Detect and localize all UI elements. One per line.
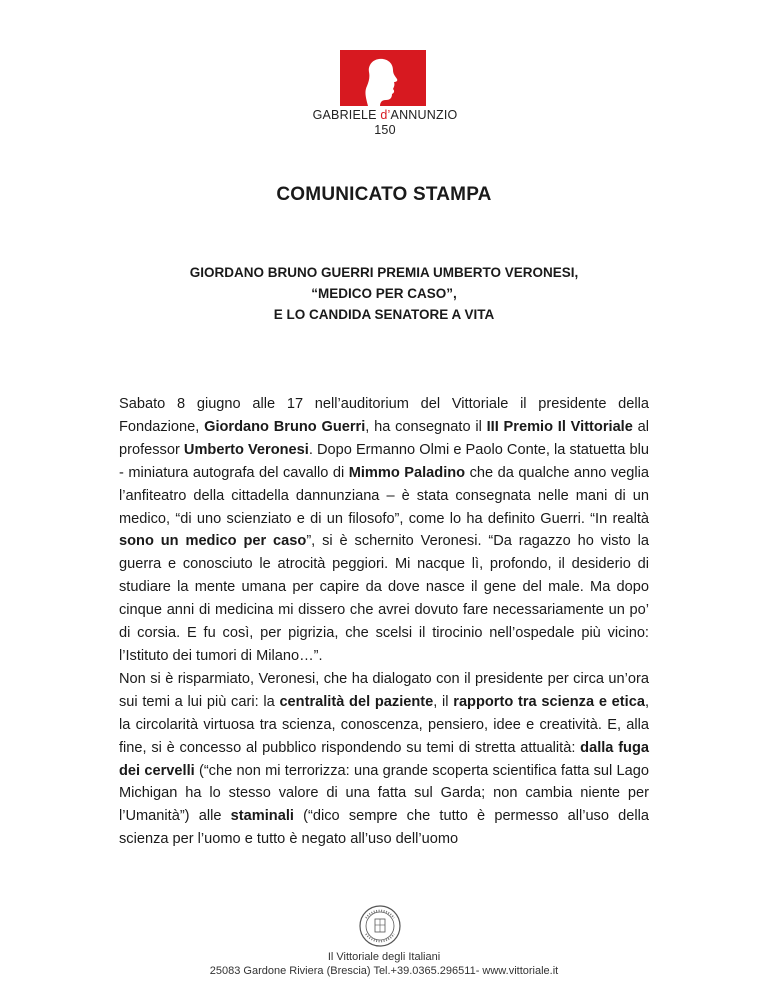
logo-name-last: ANNUNZIO (390, 108, 458, 122)
footer (0, 950, 768, 978)
bold-run: Giordano Bruno Guerri (204, 418, 366, 435)
text-run: Non si è risparmiato, Veronesi, che ha dialogato con il presidente per circa un’ora sui temi a lui più cari: la (119, 670, 649, 710)
text-run: ”, si è schernito Veronesi. “Da ragazzo ho visto la guerra e conosciuto le atrocità peggiori. Mi nacque lì, profondo, il desiderio di studiare la mente umana per capire da dove nasce il gene del male. Ma dopo cinque anni di medicina mi dissero che avrei dovuto fare necessariamente un po’ di corsia. E fu così, per pigrizia, che scelsi il tirocinio nell’ospedale più vicino: l’Istituto dei tumori di Milano…”. (119, 533, 649, 664)
seal-graphic (358, 904, 402, 948)
logo-name-first: GABRIELE (312, 108, 381, 122)
text-run: che da qualche anno veglia l’anfiteatro della cittadella dannunziana – è stata consegnata nelle mani di un medico, “di uno scienziato e di un filosofo”, come lo ha definito Guerri. “In realtà (119, 464, 650, 527)
document-title: COMUNICATO STAMPA (276, 184, 492, 205)
text-run: . Dopo Ermanno Olmi e Paolo Conte, la statuetta blu - miniatura autografa del cavallo di (119, 441, 649, 481)
text-run: (“dico sempre che tutto è permesso all’uso della scienza per l’uomo e tutto è negato all’uso dell’uomo (119, 808, 650, 848)
logo-name (290, 108, 480, 123)
logo-anniversary-number: 150 (374, 123, 396, 137)
bold-run: sono un medico per caso (119, 533, 307, 550)
bold-run: dalla fuga dei cervelli (119, 739, 649, 779)
headline-line: “MEDICO PER CASO”, (311, 286, 457, 301)
bold-run: Umberto Veronesi (183, 441, 309, 458)
text-run: , il (433, 693, 454, 710)
footer-address: 25083 Gardone Riviera (Brescia) Tel.+39.0365.296511- www.vittoriale.it (209, 965, 559, 977)
bold-run: rapporto tra scienza e etica (453, 693, 645, 710)
text-run: al professor (119, 418, 649, 458)
logo-wordmark (290, 108, 480, 138)
footer-name: Il Vittoriale degli Italiani (327, 951, 441, 963)
headline (0, 262, 768, 325)
headline-line: E LO CANDIDA SENATORE A VITA (273, 307, 495, 322)
text-run: Sabato 8 giugno alle 17 nell’auditorium del Vittoriale il presidente della Fondazione, (119, 396, 649, 435)
logo-name-particle: d’ (380, 108, 391, 122)
text-run: , ha consegnato il (365, 418, 487, 435)
paragraph-1 (119, 393, 649, 668)
text-run: , la circolarità virtuosa tra scienza, conoscenza, pensiero, idee e creatività. E, alla fine, si è concesso al pubblico rispondendo su temi di stretta attualità: (119, 693, 649, 756)
bold-run: staminali (230, 808, 294, 825)
text-run: (“che non mi terrorizza: una grande scoperta scientifica fatta sul Lago Michigan ha lo stesso valore di una fatta sul Garda; non cambia niente per l’Umanità”) alle (119, 762, 649, 825)
body-text (119, 393, 649, 851)
vittoriale-seal-icon (358, 904, 402, 948)
bold-run: III Premio Il Vittoriale (486, 418, 633, 435)
bold-run: Mimmo Paladino (348, 464, 466, 481)
paragraph-2 (119, 668, 649, 851)
bold-run: centralità del paziente (279, 693, 434, 710)
headline-line: GIORDANO BRUNO GUERRI PREMIA UMBERTO VERONESI, (189, 265, 579, 280)
